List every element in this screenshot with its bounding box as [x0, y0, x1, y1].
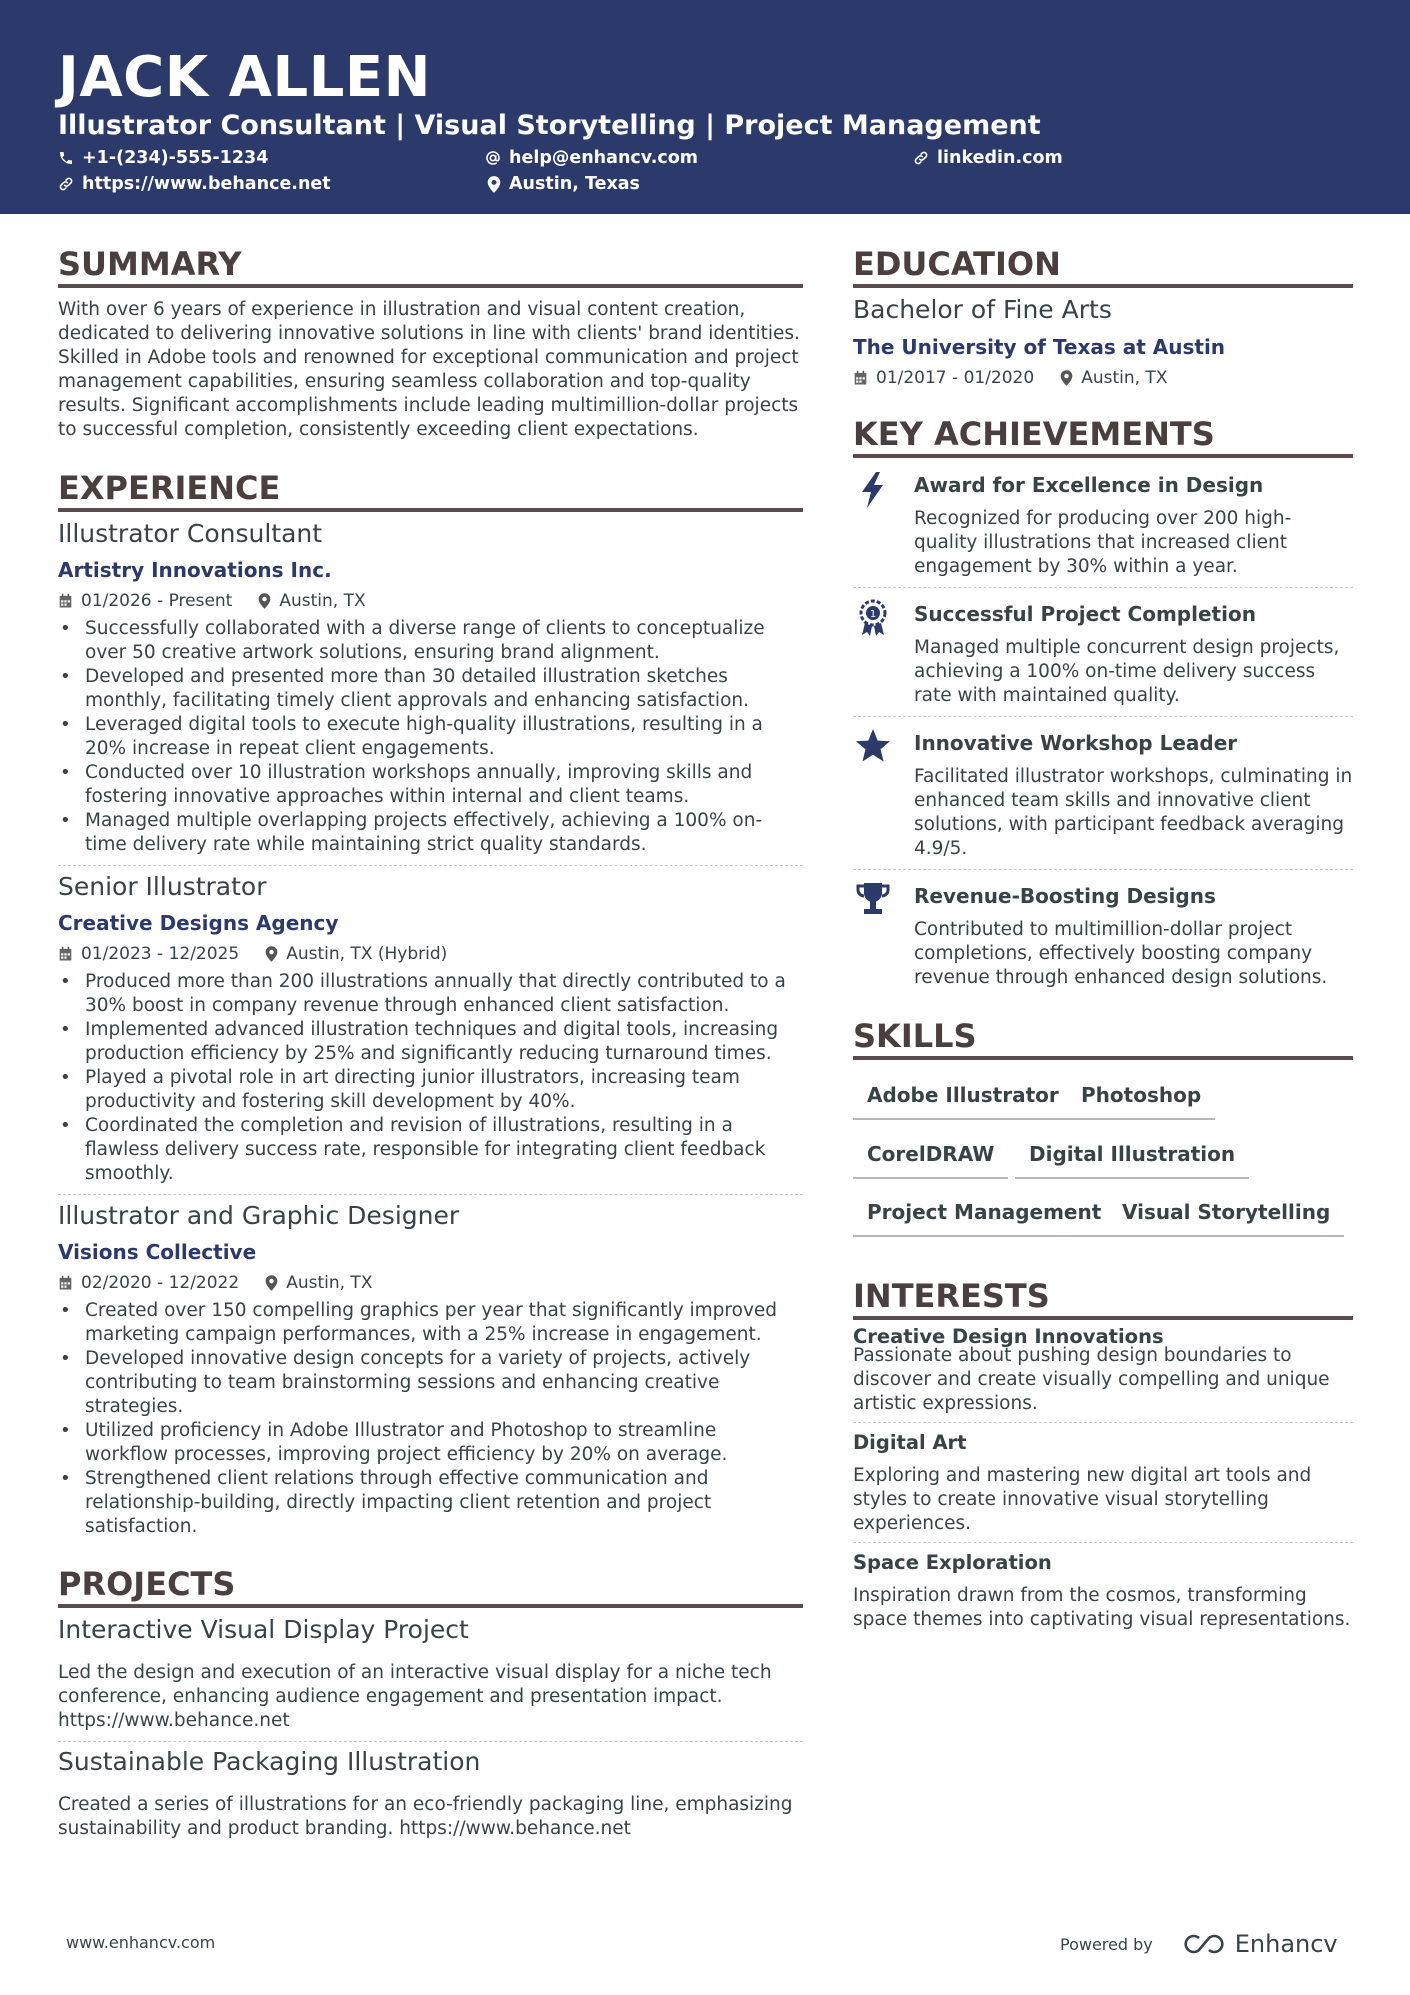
- achievement-text: Recognized for producing over 200 high-quality illustrations that increased client engagement by 30% within a year.: [914, 508, 1292, 577]
- location-text: Austin, Texas: [509, 174, 640, 194]
- footer-website[interactable]: www.enhancv.com: [66, 1933, 216, 1952]
- achievement-title: Award for Excellence in Design: [914, 473, 1264, 497]
- job-bullets: [58, 970, 803, 1186]
- location-pin-icon: [258, 593, 271, 609]
- lightning-icon: [853, 470, 893, 510]
- calendar-icon: [58, 1275, 73, 1291]
- job-bullet: • Utilized proficiency in Adobe Illustrator and Photoshop to streamline workflow processes, improving project efficiency by 20% on average.: [85, 1419, 803, 1467]
- skill-tag: Digital Illustration: [1015, 1141, 1249, 1179]
- skill-tag: Visual Storytelling: [1108, 1199, 1344, 1237]
- divider: [58, 1741, 803, 1742]
- calendar-icon: [853, 370, 868, 386]
- divider: [853, 716, 1353, 717]
- svg-text:1: 1: [869, 609, 877, 620]
- powered-by-label: Powered by: [1060, 1934, 1153, 1954]
- calendar-icon: [58, 593, 73, 609]
- website-text: https://www.behance.net: [82, 174, 331, 194]
- interest-text: Exploring and mastering new digital art tools and styles to create innovative visual storytelling experiences.: [853, 1465, 1312, 1534]
- education-dates: 01/2017 - 01/2020: [876, 368, 1035, 388]
- at-icon: [485, 150, 501, 166]
- job-meta: [58, 943, 803, 965]
- location-pin-icon: [487, 176, 501, 193]
- enhancv-logo-icon: [1179, 1931, 1229, 1957]
- link-icon: [913, 150, 929, 166]
- contact-email[interactable]: [485, 146, 698, 170]
- job-bullet: • Successfully collaborated with a diverse range of clients to conceptualize over 50 creative artwork solutions, ensuring brand alignment.: [85, 617, 803, 665]
- project-name: Interactive Visual Display Project: [58, 1615, 469, 1644]
- job-bullet: • Developed and presented more than 30 detailed illustration sketches monthly, facilitating timely client approvals and enhancing satisfaction.: [85, 665, 803, 713]
- divider: [853, 1542, 1353, 1543]
- contact-linkedin[interactable]: [913, 146, 1063, 170]
- interest-title: Space Exploration: [853, 1551, 1052, 1574]
- job-company: Artistry Innovations Inc.: [58, 558, 332, 582]
- job-bullet: • Conducted over 10 illustration workshops annually, improving skills and fostering innovative approaches within internal and client teams.: [85, 761, 803, 809]
- phone-icon: [58, 150, 74, 166]
- skill-tag: Photoshop: [1067, 1082, 1215, 1120]
- job-bullet: • Created over 150 compelling graphics per year that significantly improved marketing campaign performances, with a 25% increase in engagement.: [85, 1299, 803, 1347]
- job-bullet: • Implemented advanced illustration techniques and digital tools, increasing production efficiency by 25% and significantly reducing turnaround times.: [85, 1018, 803, 1066]
- achievements-heading: KEY ACHIEVEMENTS: [853, 414, 1353, 458]
- resume-header: [0, 0, 1410, 214]
- contact-website[interactable]: [58, 172, 331, 196]
- calendar-icon: [58, 946, 73, 962]
- contact-phone[interactable]: [58, 146, 268, 170]
- location-pin-icon: [265, 946, 278, 962]
- job-location: Austin, TX: [286, 1273, 373, 1293]
- achievement-title: Revenue-Boosting Designs: [914, 884, 1216, 908]
- job-company: Visions Collective: [58, 1240, 257, 1264]
- education-heading: EDUCATION: [853, 244, 1353, 288]
- skill-tag: Project Management: [853, 1199, 1115, 1237]
- job-bullet: • Developed innovative design concepts for a variety of projects, actively contributing to team brainstorming sessions and enhancing creative strategies.: [85, 1347, 803, 1419]
- star-icon: [853, 726, 893, 766]
- link-icon: [58, 176, 74, 192]
- interest-title: Creative Design Innovations: [853, 1325, 1164, 1348]
- job-role: Illustrator and Graphic Designer: [58, 1201, 460, 1230]
- phone-text: +1-(234)-555-1234: [82, 148, 269, 168]
- divider: [58, 865, 803, 866]
- achievement-title: Successful Project Completion: [914, 602, 1256, 626]
- job-dates: 02/2020 - 12/2022: [81, 1273, 240, 1293]
- summary-text: With over 6 years of experience in illustration and visual content creation, dedicated to delivering innovative solutions in line with clients' brand identities. Skilled in Adobe tools and renowned for exceptional communication and project management capabilities, ensuring seamless collaboration and top-quality results. Significant accomplishments include leading multimillion-dollar projects to successful completion, consistently exceeding client expectations.: [58, 299, 800, 440]
- job-location: Austin, TX: [279, 591, 366, 611]
- job-bullet: • Managed multiple overlapping projects effectively, achieving a 100% on-time delivery rate while maintaining strict quality standards.: [85, 809, 803, 857]
- interest-text: Passionate about pushing design boundaries to discover and create visually compelling and unique artistic expressions.: [853, 1345, 1330, 1414]
- job-company: Creative Designs Agency: [58, 911, 339, 935]
- location-pin-icon: [265, 1275, 278, 1291]
- job-meta: [58, 1272, 803, 1294]
- project-text: Led the design and execution of an interactive visual display for a niche tech conference, enhancing audience engagement and presentation impact. https://www.behance.net: [58, 1662, 772, 1731]
- job-bullet: • Played a pivotal role in art directing junior illustrators, increasing team productivity and fostering skill development by 40%.: [85, 1066, 803, 1114]
- interests-heading: INTERESTS: [853, 1276, 1353, 1320]
- job-meta: [58, 590, 803, 612]
- job-bullets: [58, 617, 803, 857]
- job-bullet: • Strengthened client relations through effective communication and relationship-building, directly impacting client retention and project satisfaction.: [85, 1467, 803, 1539]
- achievement-title: Innovative Workshop Leader: [914, 731, 1238, 755]
- job-bullets: [58, 1299, 803, 1539]
- projects-heading: PROJECTS: [58, 1564, 803, 1608]
- skills-heading: SKILLS: [853, 1016, 1353, 1060]
- achievement-text: Managed multiple concurrent design projects, achieving a 100% on-time delivery success rate with maintained quality.: [914, 637, 1340, 706]
- job-role: Senior Illustrator: [58, 872, 267, 901]
- trophy-icon: [853, 879, 893, 919]
- education-degree: Bachelor of Fine Arts: [853, 295, 1112, 324]
- job-role: Illustrator Consultant: [58, 519, 323, 548]
- divider: [853, 1422, 1353, 1423]
- experience-heading: EXPERIENCE: [58, 468, 803, 512]
- job-dates: 01/2026 - Present: [81, 591, 233, 611]
- divider: [58, 1194, 803, 1195]
- education-location: Austin, TX: [1081, 368, 1168, 388]
- project-text: Created a series of illustrations for an eco-friendly packaging line, emphasizing sustainability and product branding. https://www.behance.net: [58, 1794, 793, 1839]
- linkedin-text: linkedin.com: [937, 148, 1063, 168]
- education-school: The University of Texas at Austin: [853, 335, 1226, 359]
- achievement-text: Facilitated illustrator workshops, culminating in enhanced team skills and innovative client solutions, with participant feedback averaging 4.9/5.: [914, 766, 1353, 859]
- education-meta: [853, 367, 1353, 389]
- skill-tag: Adobe Illustrator: [853, 1082, 1073, 1120]
- skill-tag: CorelDRAW: [853, 1141, 1008, 1179]
- divider: [853, 869, 1353, 870]
- email-text: help@enhancv.com: [509, 148, 699, 168]
- location-pin-icon: [1060, 370, 1073, 386]
- divider: [853, 587, 1353, 588]
- footer-branding[interactable]: [1060, 1930, 1338, 1958]
- enhancv-brand: Enhancv: [1234, 1930, 1338, 1958]
- project-name: Sustainable Packaging Illustration: [58, 1747, 481, 1776]
- job-dates: 01/2023 - 12/2025: [81, 944, 240, 964]
- summary-heading: SUMMARY: [58, 244, 803, 288]
- candidate-tagline: Illustrator Consultant | Visual Storytelling | Project Management: [58, 110, 1041, 141]
- interest-title: Digital Art: [853, 1431, 967, 1454]
- job-bullet: • Leveraged digital tools to execute high-quality illustrations, resulting in a 20% increase in repeat client engagements.: [85, 713, 803, 761]
- contact-location: [487, 172, 640, 196]
- job-bullet: • Produced more than 200 illustrations annually that directly contributed to a 30% boost in company revenue through enhanced client satisfaction.: [85, 970, 803, 1018]
- candidate-name: JACK ALLEN: [58, 45, 431, 110]
- achievement-text: Contributed to multimillion-dollar project completions, effectively boosting company revenue through enhanced design solutions.: [914, 919, 1328, 988]
- job-location: Austin, TX (Hybrid): [286, 944, 448, 964]
- job-bullet: • Coordinated the completion and revision of illustrations, resulting in a flawless delivery success rate, responsible for integrating client feedback smoothly.: [85, 1114, 803, 1186]
- medal-icon: [853, 598, 893, 638]
- interest-text: Inspiration drawn from the cosmos, transforming space themes into captivating visual representations.: [853, 1585, 1351, 1630]
